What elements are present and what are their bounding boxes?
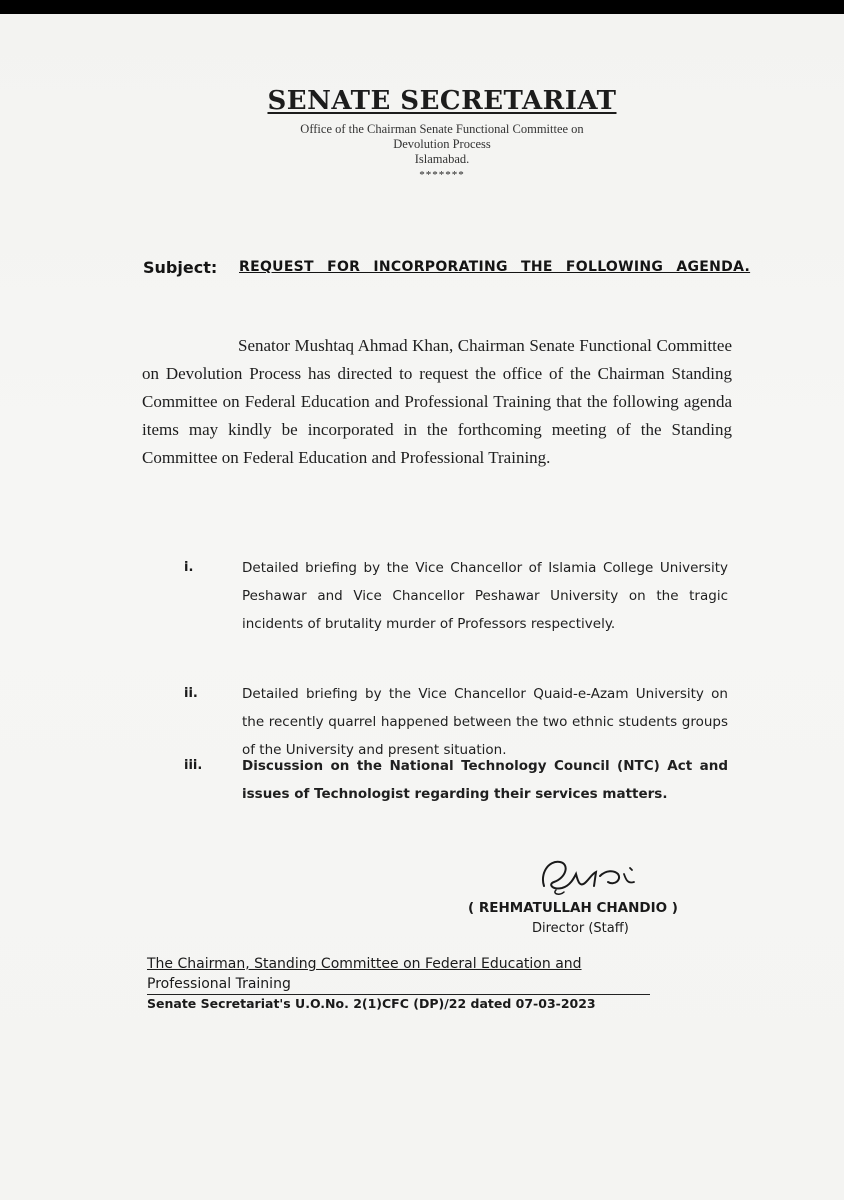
agenda-item-number: iii.	[184, 758, 203, 773]
letterhead-office	[0, 122, 844, 167]
letterhead	[0, 86, 844, 181]
recipient-line-1: The Chairman, Standing Committee on Federal Education and	[147, 956, 582, 972]
handwritten-signature	[530, 852, 650, 900]
agenda-item-text: Detailed briefing by the Vice Chancellor of Islamia College University Peshawar and Vice Chancellor Peshawar University on the tragic incidents of brutality murder of Professors respectively.	[242, 560, 728, 632]
office-line-2: Devolution Process	[393, 137, 491, 151]
letterhead-stars: *******	[419, 169, 465, 181]
agenda-item-text: Detailed briefing by the Vice Chancellor Quaid-e-Azam University on the recently quarrel happened between the two ethnic students groups of the University and present situation.	[242, 686, 728, 758]
uo-reference: Senate Secretariat's U.O.No. 2(1)CFC (DP)/22 dated 07-03-2023	[147, 996, 596, 1011]
agenda-item-text: Discussion on the National Technology Council (NTC) Act and issues of Technologist regarding their services matters.	[242, 758, 728, 802]
recipient-block	[147, 954, 667, 995]
agenda-item-number: ii.	[184, 686, 198, 701]
subject-label: Subject:	[143, 258, 218, 277]
letterhead-title: SENATE SECRETARIAT	[267, 86, 617, 116]
body-paragraph: Senator Mushtaq Ahmad Khan, Chairman Senate Functional Committee on Devolution Process has directed to request the office of the Chairman Standing Committee on Federal Education and Professional Training that the following agenda items may kindly be incorporated in the forthcoming meeting of the Standing Committee on Federal Education and Professional Training.	[142, 336, 732, 467]
signatory-name: ( REHMATULLAH CHANDIO )	[468, 900, 678, 916]
subject-text: REQUEST FOR INCORPORATING THE FOLLOWING AGENDA.	[239, 259, 751, 275]
signatory-role: Director (Staff)	[532, 921, 629, 936]
document-page	[0, 14, 844, 1200]
recipient-line-2: Professional Training	[147, 974, 650, 995]
office-line-1: Office of the Chairman Senate Functional Committee on	[300, 122, 584, 136]
letterhead-city: Islamabad.	[414, 152, 470, 166]
agenda-item-number: i.	[184, 560, 194, 575]
